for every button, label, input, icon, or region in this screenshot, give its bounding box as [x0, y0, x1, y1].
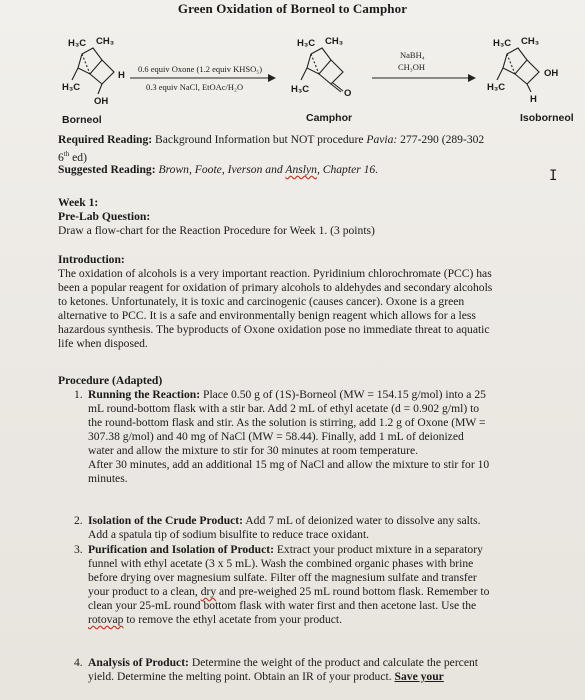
camphor-name: Camphor: [306, 112, 353, 124]
step-1-line: 307.38 g/mol) and 40 mg of NaCl (MW = 58.44). Finally, add 1 mL of deionized: [88, 430, 464, 443]
borneol-oh-label: OH: [94, 96, 109, 107]
step-3-line: before drying over magnesium sulfate. Filter off the magnesium sulfate and transfer: [88, 571, 477, 584]
required-reading-edition: 6: [58, 150, 64, 164]
week-label: Week 1:: [58, 196, 99, 209]
required-reading-edition-sup: th: [63, 150, 70, 158]
suggested-reading-text: Brown, Foote, Iverson and: [155, 163, 286, 176]
page-title: Green Oxidation of Borneol to Camphor: [177, 1, 408, 16]
step-3-line: to remove the ethyl acetate from your product.: [123, 613, 343, 626]
step-4-line: yield. Determine the melting point. Obtain an IR of your product.: [88, 670, 395, 683]
introduction-section: [58, 253, 580, 351]
step-1-number: 1.: [74, 388, 83, 401]
step-3-line: and pre-weighed 25 mL round bottom flask. Remember to: [216, 585, 490, 598]
intro-line: hazardous synthesis. The byproducts of Oxone oxidation pose no immediate threat to aquatic: [58, 323, 490, 336]
suggested-reading-anslyn: Anslyn: [285, 163, 317, 176]
required-reading-author: Pavia:: [366, 133, 398, 146]
procedure-label: Procedure (Adapted): [58, 374, 163, 387]
required-reading-text: Background Information but NOT procedure: [152, 133, 367, 146]
step-3-line: clean your 25-mL round bottom flask with water first and then acetone last. Use the: [88, 599, 477, 612]
step-3-number: 3.: [74, 543, 83, 556]
isoborneol-h3c-label: H₃C: [493, 38, 512, 49]
step2-reagent-line1: NaBH₄: [400, 50, 425, 60]
week-section: [58, 196, 578, 238]
borneol-h3c-bottom-label: H₃C: [62, 82, 81, 93]
arrow-1-head: [268, 74, 276, 82]
step2-reagent-line2: CH₃OH: [398, 62, 426, 72]
required-reading: [58, 133, 578, 165]
isoborneol-ring: [503, 48, 527, 74]
step-2-number: 2.: [74, 514, 83, 527]
isoborneol-oh-label: OH: [544, 68, 559, 79]
procedure-step-2: [74, 514, 574, 542]
isoborneol-h-label: H: [530, 94, 537, 105]
step-2-line: Add a spatula tip of sodium bisulfite to reduce trace oxidant.: [88, 528, 370, 541]
step-3-dry: dry: [200, 585, 217, 598]
isoborneol-h-bond: [527, 84, 531, 92]
step-4-line: Determine the weight of the product and calculate the percent: [188, 656, 478, 669]
required-reading-label: Required Reading:: [58, 133, 153, 146]
arrow-2-head: [468, 74, 476, 82]
step-4-heading: Analysis of Product:: [88, 656, 189, 669]
step-3-line: funnel with ethyl acetate (3 x 5 mL). Wash the combined organic phases with brine: [88, 557, 474, 570]
procedure-step-1: [74, 388, 574, 486]
prelab-label: Pre-Lab Question:: [58, 210, 151, 223]
step-3-rotovap: rotovap: [88, 613, 124, 626]
borneol-ring-lower: [90, 60, 114, 84]
step-3-heading: Purification and Isolation of Product:: [88, 543, 274, 556]
intro-line: life when disposed.: [58, 337, 148, 350]
step-4-number: 4.: [74, 656, 83, 669]
required-reading-edition-end: ed): [69, 150, 87, 164]
camphor-ch3-label: CH₃: [325, 36, 344, 47]
reaction-scheme: [0, 34, 585, 134]
procedure-step-4: [74, 656, 574, 684]
camphor-o-label: O: [344, 88, 352, 99]
step-1-heading: Running the Reaction:: [88, 388, 201, 401]
camphor-h3c-bottom-label: H₃C: [291, 84, 310, 95]
isoborneol-methyl-bond: [497, 68, 503, 80]
prelab-question: Draw a flow-chart for the Reaction Procedure for Week 1. (3 points): [58, 224, 375, 237]
borneol-ring: [78, 48, 102, 74]
required-reading-pages: 277-290 (289-302: [397, 133, 485, 146]
intro-line: The oxidation of alcohols is a very important reaction. Pyridinium chlorochromate (PCC) has: [58, 267, 492, 280]
step-1-line: the round-bottom flask and stir. As the solution is stirring, add 1.2 g of Oxone (MW =: [88, 416, 486, 429]
isoborneol-name: Isoborneol: [520, 112, 574, 124]
step-2-heading: Isolation of the Crude Product:: [88, 514, 244, 527]
step-1-line: minutes.: [88, 472, 128, 485]
camphor-ring: [307, 48, 331, 74]
camphor-ring-lower: [319, 60, 343, 84]
camphor-h3c-label: H₃C: [297, 38, 316, 49]
introduction-label: Introduction:: [58, 253, 125, 266]
intro-line: to ketones. Unfortunately, it is toxic and carcinogenic (causes cancer). Oxone is a green: [58, 295, 465, 308]
intro-line: alternative to PCC. It is a safe and environmentally benign reagent which allows for a less: [58, 309, 476, 322]
isoborneol-h3c-bottom-label: H₃C: [487, 82, 506, 93]
camphor-methyl-bond: [301, 68, 307, 80]
borneol-methyl-bond: [72, 68, 78, 80]
text-cursor-icon: I: [549, 168, 558, 184]
step-3-line: your product to a clean,: [88, 585, 201, 598]
step1-reagent-line1: 0.6 equiv Oxone (1.2 equiv KHSO₅): [138, 64, 263, 74]
isoborneol-ch3-label: CH₃: [521, 36, 540, 47]
step-1-line: water and allow the mixture to stir for 30 minutes at room temperature.: [88, 444, 419, 457]
step-2-line: Add 7 mL of deionized water to dissolve any salts.: [243, 514, 481, 527]
borneol-name: Borneol: [62, 114, 102, 126]
suggested-reading: [58, 163, 558, 177]
step-1-line: mL round-bottom flask with a stir bar. Add 2 mL of ethyl acetate (d = 0.902 g/ml) to: [88, 402, 480, 415]
isoborneol-ring-lower: [515, 60, 539, 84]
step-1-line: Place 0.50 g of (1S)-Borneol (MW = 154.15 g/mol) into a 25: [200, 388, 486, 401]
step-3-line: Extract your product mixture in a separatory: [273, 543, 483, 556]
step-1-line: After 30 minutes, add an additional 15 mg of NaCl and allow the mixture to stir for 10: [88, 458, 490, 471]
borneol-ch3-label: CH₃: [96, 36, 115, 47]
borneol-oh-bond: [98, 84, 102, 94]
intro-line: been a popular reagent for oxidation of primary alcohols to aldehydes and secondary alcohols: [58, 281, 493, 294]
suggested-reading-label: Suggested Reading:: [58, 163, 156, 176]
step-4-save-your: Save your: [394, 670, 444, 683]
borneol-h3c-label: H₃C: [68, 38, 87, 49]
step1-reagent-line2: 0.3 equiv NaCl, EtOAc/H₂O: [146, 82, 244, 92]
suggested-reading-end: , Chapter 16.: [316, 163, 379, 176]
procedure-step-3: [74, 543, 574, 627]
borneol-h-label: H: [118, 70, 125, 81]
